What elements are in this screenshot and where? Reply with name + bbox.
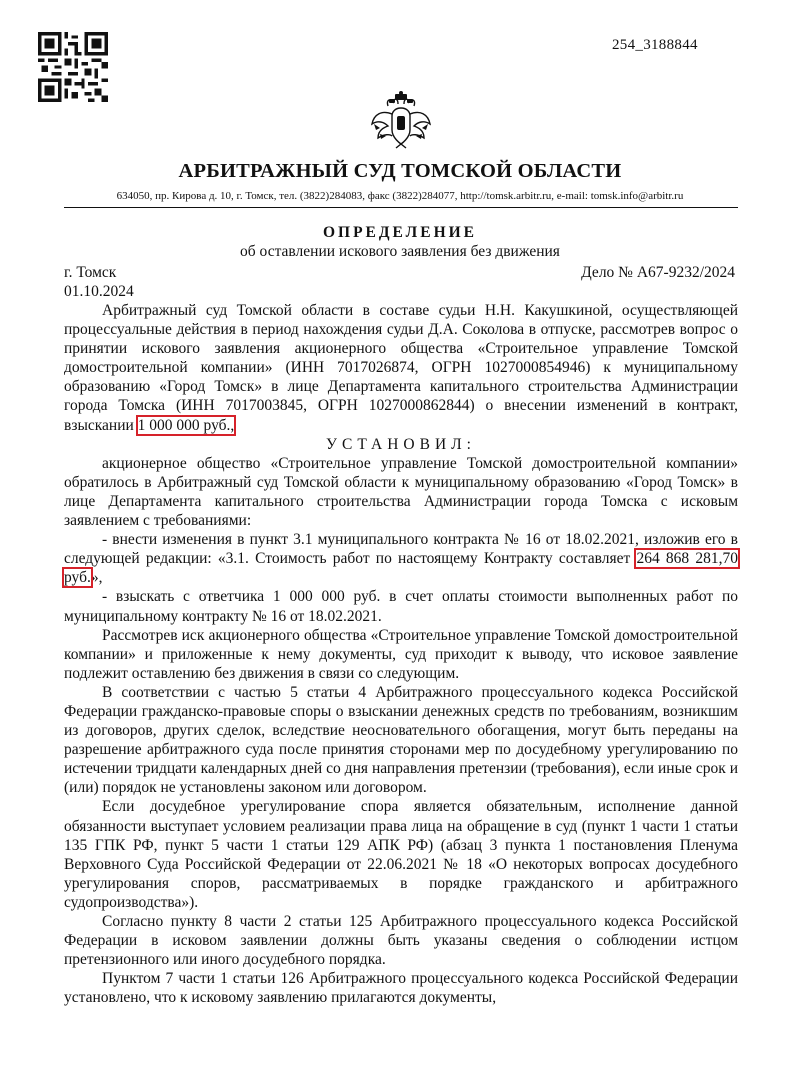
document-title: ОПРЕДЕЛЕНИЕ [322,224,478,241]
highlighted-claim-amount: 1 000 000 руб., [137,416,235,434]
paragraph-demand-1 [64,530,738,587]
header-divider [64,207,738,208]
paragraph-demand-2: - взыскать с ответчика 1 000 000 руб. в счет оплаты стоимости выполненных работ по муниципальному контракту № 16 от 18.02.2021. [64,588,738,625]
paragraph-legal-basis: В соответствии с частью 5 статьи 4 Арбитражного процессуального кодекса Российской Федерации гражданско-правовые споры о взыскании денежных средств по требованиям, возникшим из договоров, других сделок, вследствие неосновательного обогащения, могут быть переданы на разрешение арбитражного суда после принятия сторонами мер по досудебному урегулированию по истечении тридцати календарных дней со дня направления претензии (требования), если иные срок и (или) порядок не установлены законом или договором. [64,683,738,797]
paragraph-conclusion: Рассмотрев иск акционерного общества «Строительное управление Томской домостроительной компании» и приложенные к нему документы, суд приходит к выводу, что исковое заявление подлежит оставлению без движения в связи со следующим. [64,626,738,682]
document-body [64,301,738,1007]
document-date: 01.10.2024 [64,283,134,300]
paragraph-pretrial: Если досудебное урегулирование спора является обязательным, исполнение данной обязанности выступает условием реализации права лица на обращение в суд (пункт 1 части 1 статьи 135 ГПК РФ, пункт 5 части 1 статьи 129 АПК РФ) (абзац 3 пункта 1 постановления Пленума Верховного Суда Российской Федерации от 22.06.2021 № 18 «О некоторых вопросах досудебного урегулирования споров, рассматриваемых в порядке гражданского и арбитражного судопроизводства»). [64,798,738,911]
highlighted-contract-amount: 264 868 281,70 руб. [64,550,739,587]
case-number: Дело № А67-9232/2024 [581,264,735,281]
qr-code-icon [38,32,108,102]
court-name: АРБИТРАЖНЫЙ СУД ТОМСКОЙ ОБЛАСТИ [178,160,622,182]
paragraph-article-126: Пунктом 7 части 1 статьи 126 Арбитражного процессуального кодекса Российской Федерации установлено, что к исковому заявлению прилагаются документы, [64,970,738,1007]
document-subtitle: об оставлении искового заявления без движения [240,243,560,260]
city: г. Томск [64,264,117,281]
paragraph-demand-1-end: », [90,569,103,587]
established-heading: УСТАНОВИЛ: [326,435,476,453]
paragraph-intro [64,301,738,435]
paragraph-plaintiff: акционерное общество «Строительное управление Томской домостроительной компании» обратилось в Арбитражный суд Томской области к муниципальному образованию «Город Томск» в лице Департамента капитального строительства Администрации города Томска с исковым заявлением с требованиями: [64,454,738,530]
paragraph-intro-text: Арбитражный суд Томской области в составе судьи Н.Н. Какушкиной, осуществляющей процессуальные действия в период нахождения судьи Д.А. Соколова в отпуске, рассмотрев вопрос о принятии искового заявления акционерного общества «Строительное управление Томской домостроительной компании» (ИНН 7017026874, ОГРН 1027000854946) к муниципальному образованию «Город Томск» в лице Департамента капитального строительства Администрации города Томска (ИНН 7017003845, ОГРН 1027000862844) о внесении изменений в контракт, взыскании [64,302,738,434]
paragraph-article-125: Согласно пункту 8 части 2 статьи 125 Арбитражного процессуального кодекса Российской Федерации в исковом заявлении должны быть указаны сведения о соблюдении истцом претензионного или иного досудебного порядка. [64,913,738,969]
russian-coat-of-arms-icon [368,90,434,154]
court-address: 634050, пр. Кирова д. 10, г. Томск, тел. (3822)284083, факс (3822)284077, http://tomsk.arbitr.ru, e-mail: tomsk.info@arbitr.ru [116,190,684,202]
document-number: 254_3188844 [612,37,698,53]
paragraph-demand-1-text: - внести изменения в пункт 3.1 муниципального контракта № 16 от 18.02.2021, изложив его в следующей редакции: «3.1. Стоимость работ по настоящему Контракту составляет [64,531,738,568]
